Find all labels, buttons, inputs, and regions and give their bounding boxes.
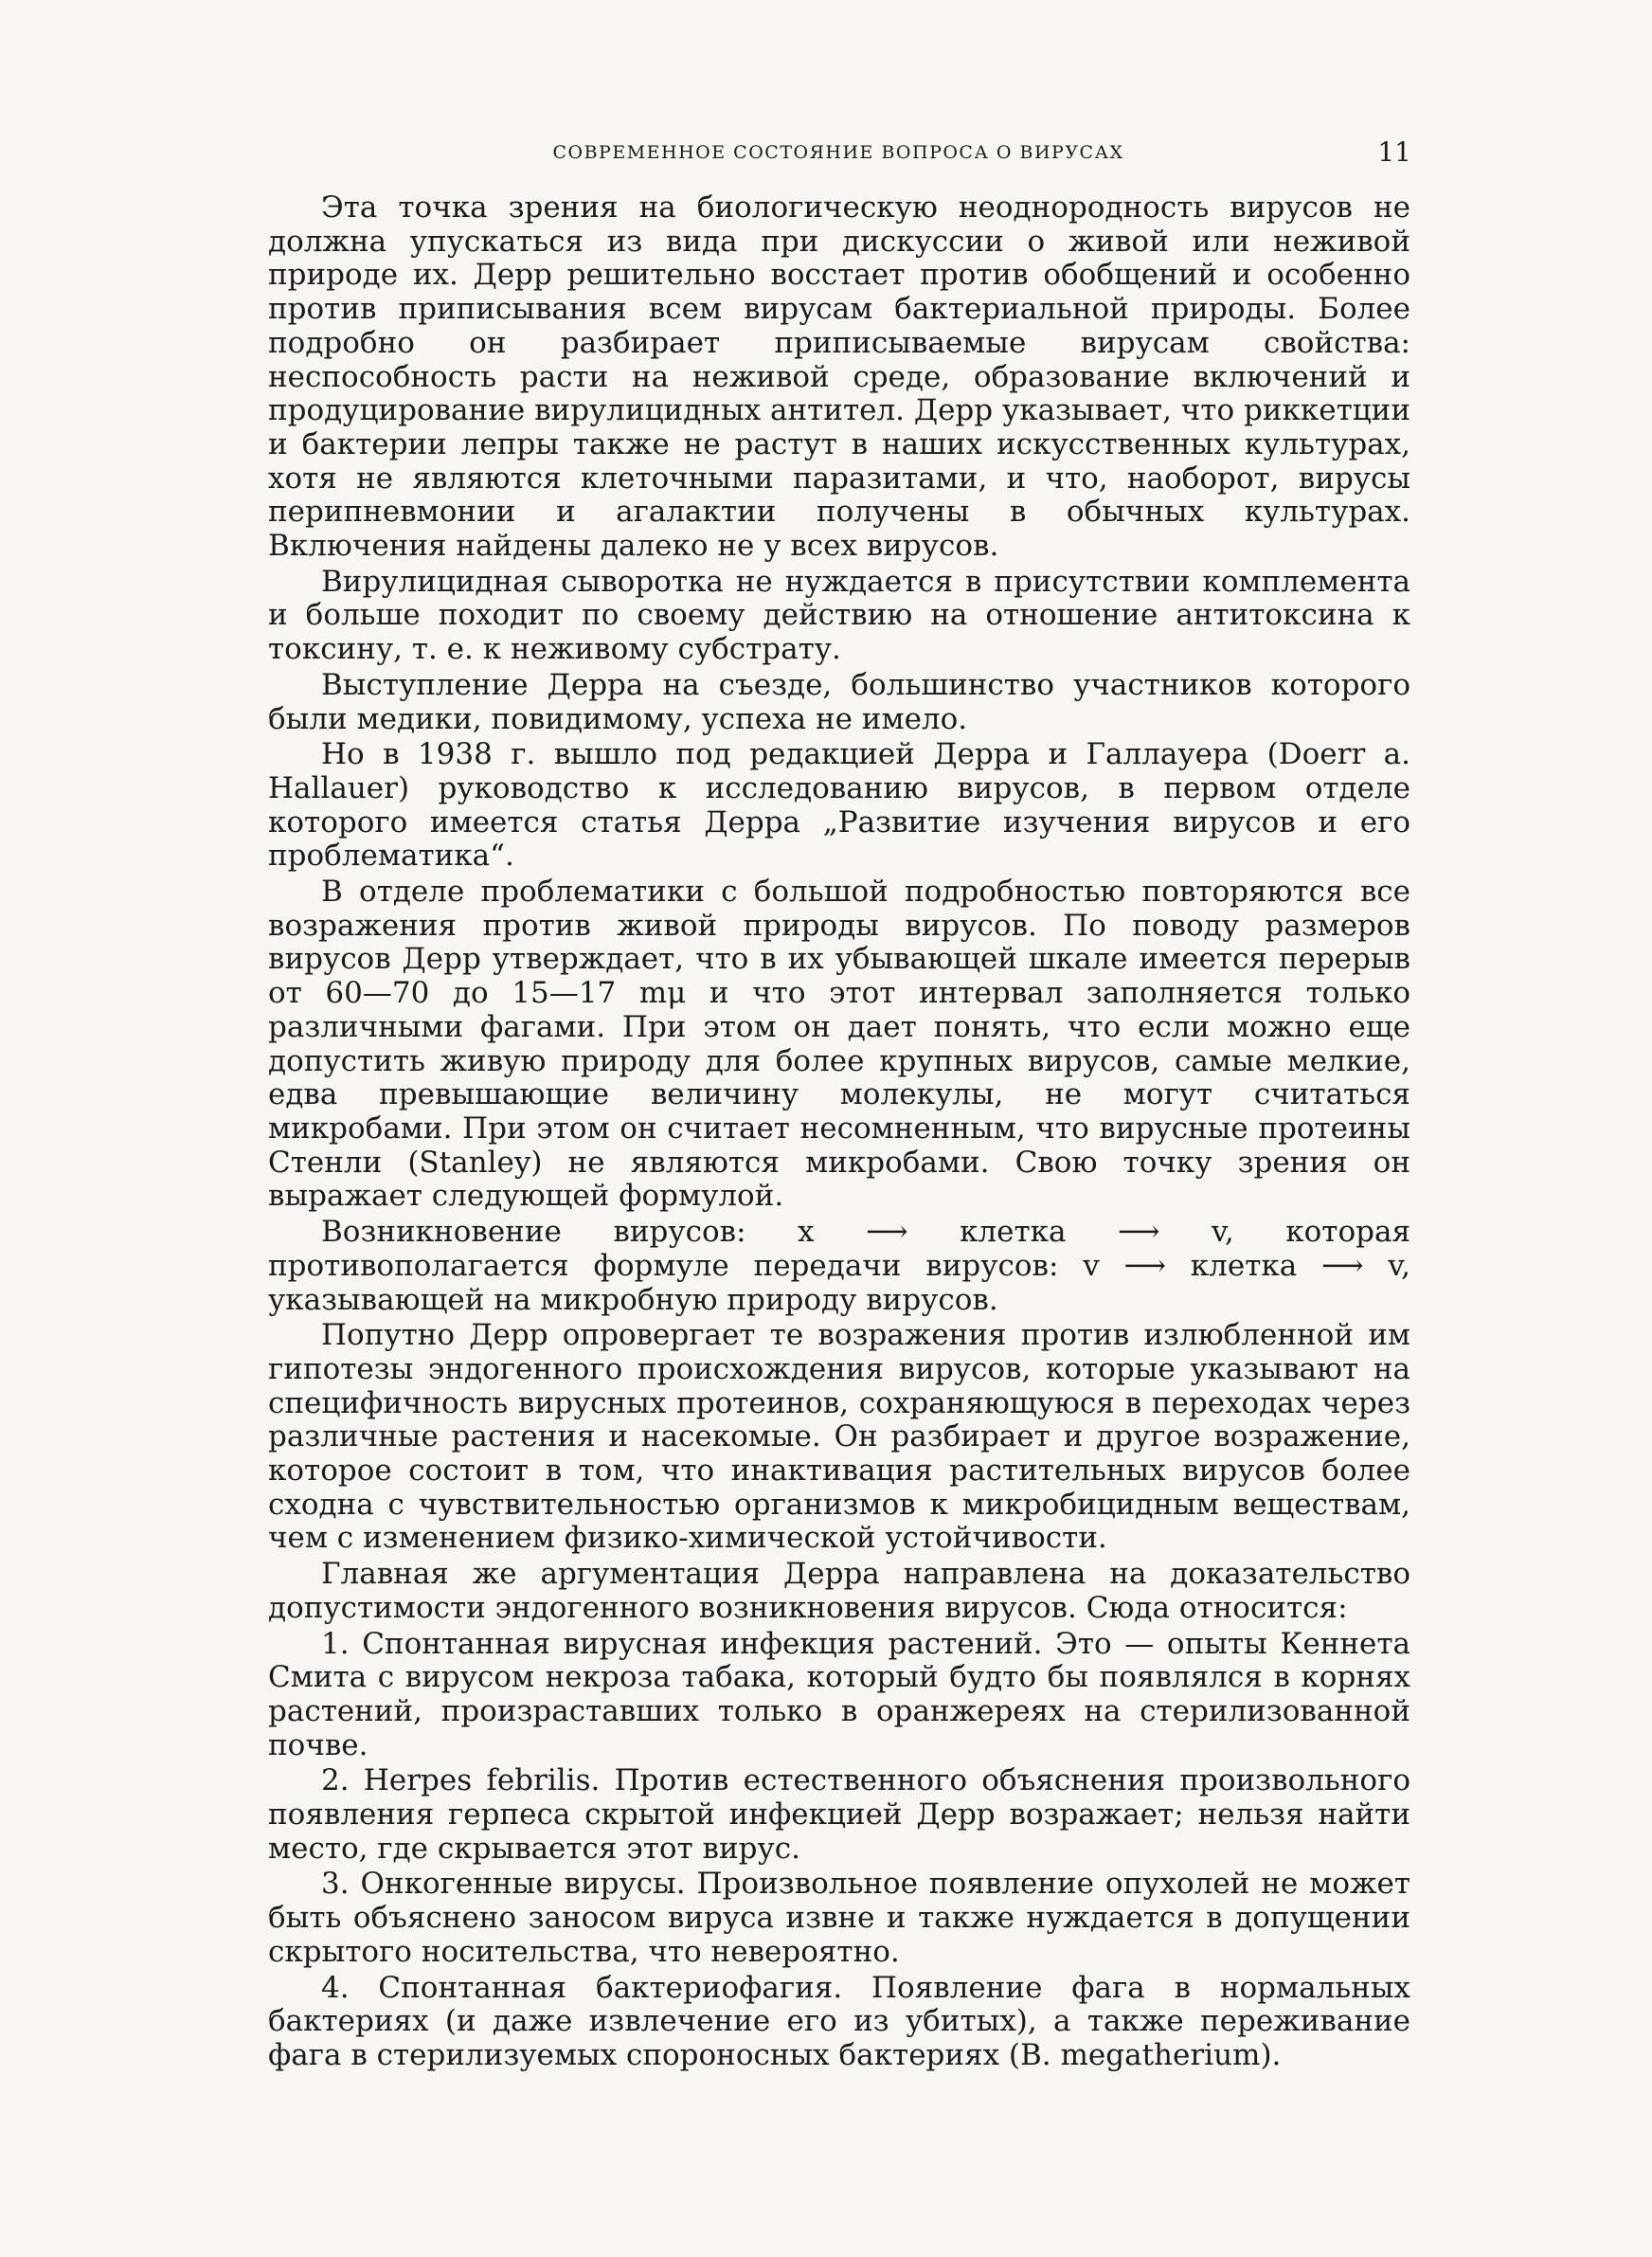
running-title: СОВРЕМЕННОЕ СОСТОЯНИЕ ВОПРОСА О ВИРУСАХ: [552, 142, 1124, 163]
list-item: 2. Herpes febrilis. Против естественного объяснения произвольного появления герпеса скрытой инфекцией Дерр возражает; нельзя найти место, где скрывается этот вирус.: [268, 1763, 1410, 1866]
paragraph: Эта точка зрения на биологическую неоднородность вирусов не должна упускаться из вида при дискуссии о живой или неживой природе их. Дерр решительно восстает против обобщений и особенно против приписывания всем вирусам бактериальной природы. Более подробно он разбирает приписываемые вирусам свойства: неспособность расти на неживой среде, образование включений и продуцирование вирулицидных антител. Дерр указывает, что риккетции и бактерии лепры также не растут в наших искусственных культурах, хотя не являются клеточными паразитами, и что, наоборот, вирусы перипневмонии и агалактии получены в обычных культурах. Включения найдены далеко не у всех вирусов.: [268, 190, 1410, 564]
paragraph: Попутно Дерр опровергает те возражения против излюбленной им гипотезы эндогенного происхождения вирусов, которые указывают на специфичность вирусных протеинов, сохраняющуюся в переходах через различные растения и насекомые. Он разбирает и другое возражение, которое состоит в том, что инактивация растительных вирусов более сходна с чувствительностью организмов к микробицидным веществам, чем с изменением физико-химической устойчивости.: [268, 1318, 1410, 1556]
paragraph: Возникновение вирусов: x ⟶ клетка ⟶ v, которая противополагается формуле передачи вирусов: v ⟶ клетка ⟶ v, указывающей на микробную природу вирусов.: [268, 1215, 1410, 1317]
body-text: [268, 191, 1410, 2075]
page-number: 11: [1377, 136, 1411, 168]
paragraph: Главная же аргументация Дерра направлена на доказательство допустимости эндогенного возникновения вирусов. Сюда относится:: [268, 1557, 1410, 1625]
list-item: 3. Онкогенные вирусы. Произвольное появление опухолей не может быть объяснено заносом вируса извне и также нуждается в допущении скрытого носительства, что невероятно.: [268, 1867, 1410, 1969]
running-header: [265, 135, 1411, 172]
list-item: 1. Спонтанная вирусная инфекция растений. Это — опыты Кеннета Смита с вирусом некроза табака, который будто бы появлялся в корнях растений, произраставших только в оранжереях на стерилизованной почве.: [268, 1626, 1410, 1762]
paragraph: Вирулицидная сыворотка не нуждается в присутствии комплемента и больше походит по своему действию на отношение антитоксина к токсину, т. е. к неживому субстрату.: [268, 564, 1410, 667]
paragraph: Выступление Дерра на съезде, большинство участников которого были медики, повидимому, успеха не имело.: [268, 667, 1410, 736]
paragraph: В отделе проблематики с большой подробностью повторяются все возражения против живой природы вирусов. По поводу размеров вирусов Дерр утверждает, что в их убывающей шкале имеется перерыв от 60—70 до 15—17 mμ и что этот интервал заполняется только различными фагами. При этом он дает понять, что если можно еще допустить живую природу для более крупных вирусов, самые мелкие, едва превышающие величину молекулы, не могут считаться микробами. При этом он считает несомненным, что вирусные протеины Стенли (Stanley) не являются микробами. Свою точку зрения он выражает следующей формулой.: [268, 875, 1410, 1214]
list-item: 4. Спонтанная бактериофагия. Появление фага в нормальных бактериях (и даже извлечение его из убитых), а также переживание фага в стерилизуемых спороносных бактериях (B. megatherium).: [268, 1970, 1410, 2072]
paragraph: Но в 1938 г. вышло под редакцией Дерра и Галлауера (Doerr a. Hallauer) руководство к исследованию вирусов, в первом отделе которого имеется статья Дерра „Развитие изучения вирусов и его проблематика“.: [268, 737, 1410, 874]
